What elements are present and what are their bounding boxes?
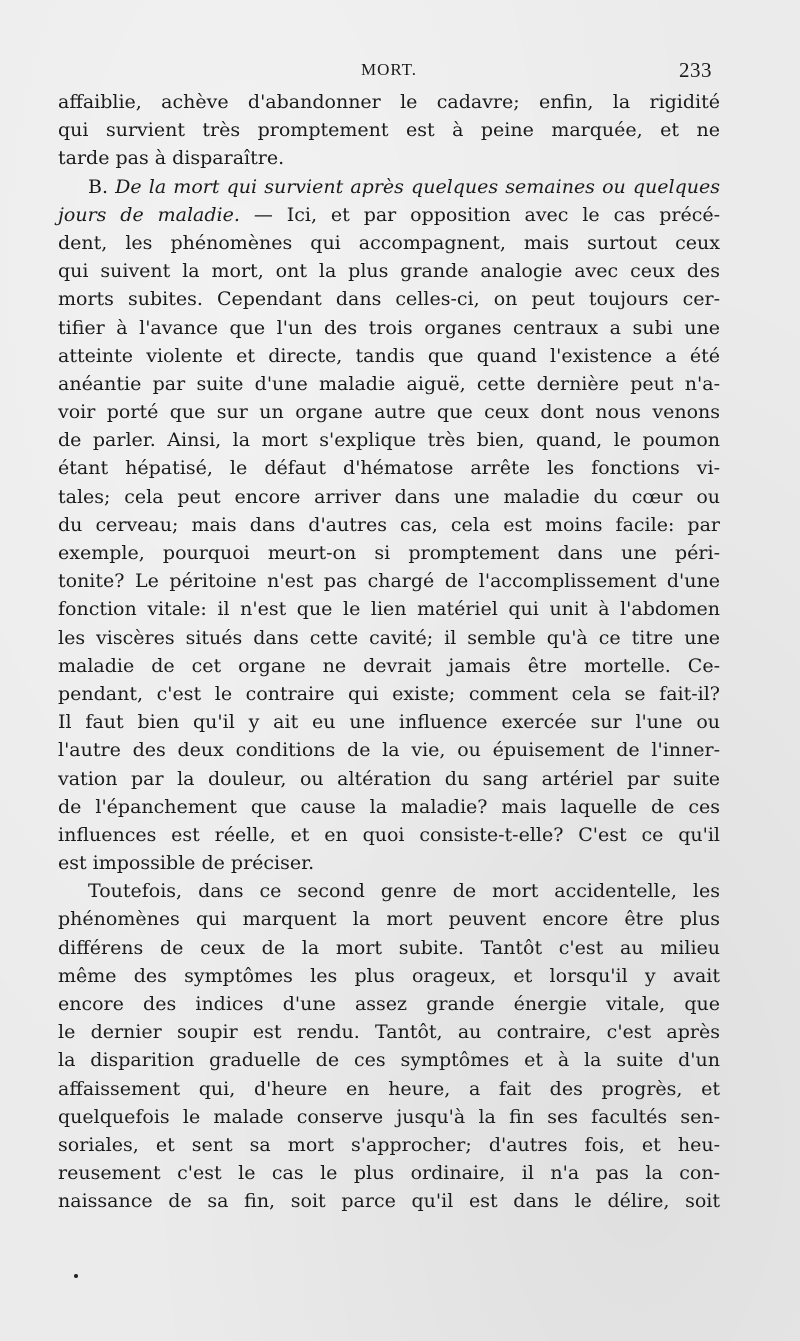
- text-line: pendant, c'est le contraire qui existe; comment cela se fait-il?: [58, 682, 720, 705]
- text-line: qui survient très promptement est à peine marquée, et ne: [58, 119, 720, 142]
- text-line: phénomènes qui marquent la mort peuvent encore être plus: [58, 908, 720, 931]
- text-line: de parler. Ainsi, la mort s'explique très bien, quand, le poumon: [58, 429, 720, 452]
- section-b-title-cont: jours de maladie.: [58, 203, 240, 226]
- text-line: tifier à l'avance que l'un des trois organes centraux a subi une: [58, 316, 720, 339]
- text-line: dent, les phénomènes qui accompagnent, mais surtout ceux: [58, 231, 720, 254]
- section-b-heading-line-2: [58, 201, 720, 229]
- text-line: du cerveau; mais dans d'autres cas, cela est moins facile: par: [58, 513, 720, 536]
- text-line: Il faut bien qu'il y ait eu une influence exercée sur l'une ou: [58, 711, 720, 734]
- text-line: qui suivent la mort, ont la plus grande analogie avec ceux des: [58, 260, 720, 283]
- text-line: atteinte violente et directe, tandis que quand l'existence a été: [58, 344, 720, 367]
- text-line: influences est réelle, et en quoi consiste-t-elle? C'est ce qu'il: [58, 823, 720, 846]
- text-line: de l'épanchement que cause la maladie? mais laquelle de ces: [58, 795, 720, 818]
- text-line: les viscères situés dans cette cavité; il semble qu'à ce titre une: [58, 626, 720, 649]
- text-line: vation par la douleur, ou altération du sang artériel par suite: [58, 767, 720, 790]
- text-line: étant hépatisé, le défaut d'hématose arrête les fonctions vi-: [58, 457, 720, 480]
- text-line: tonite? Le péritoine n'est pas chargé de l'accomplissement d'une: [58, 570, 720, 593]
- text-line: naissance de sa fin, soit parce qu'il est dans le délire, soit: [58, 1190, 720, 1213]
- text-line: tarde pas à disparaître.: [58, 147, 285, 170]
- text-line: exemple, pourquoi meurt-on si promptement dans une péri-: [58, 542, 720, 564]
- text-line: Toutefois, dans ce second genre de mort accidentelle, les: [88, 880, 720, 903]
- text-line: différens de ceux de la mort subite. Tantôt c'est au milieu: [58, 936, 720, 959]
- text-line: la disparition graduelle de ces symptômes et à la suite d'un: [58, 1049, 720, 1072]
- text-line: reusement c'est le cas le plus ordinaire, il n'a pas la con-: [58, 1162, 720, 1185]
- text-line: maladie de cet organe ne devrait jamais être mortelle. Ce-: [58, 654, 720, 677]
- text-line: l'autre des deux conditions de la vie, ou épuisement de l'inner-: [58, 739, 720, 762]
- text-line: morts subites. Cependant dans celles-ci, on peut toujours cer-: [58, 288, 720, 311]
- page-number: 233: [679, 58, 712, 82]
- text-line: le dernier soupir est rendu. Tantôt, au contraire, c'est après: [58, 1021, 720, 1044]
- text-line: soriales, et sent sa mort s'approcher; d'autres fois, et heu-: [58, 1133, 720, 1156]
- text-line: anéantie par suite d'une maladie aiguë, cette dernière peut n'a-: [58, 372, 720, 395]
- text-line: affaissement qui, d'heure en heure, a fait des progrès, et: [58, 1077, 720, 1100]
- section-b-continuation: — Ici, et par opposition avec le cas précé-: [253, 203, 721, 226]
- text-line: est impossible de préciser.: [58, 852, 315, 875]
- section-b-label: B.: [88, 175, 109, 198]
- text-line: voir porté que sur un organe autre que ceux dont nous venons: [58, 401, 720, 424]
- ink-speck: [74, 1274, 78, 1278]
- text-body: [58, 88, 720, 1216]
- text-line: tales; cela peut encore arriver dans une maladie du cœur ou: [58, 485, 720, 508]
- text-line: même des symptômes les plus orageux, et lorsqu'il y avait: [58, 964, 720, 987]
- text-line: affaiblie, achève d'abandonner le cadavre; enfin, la rigidité: [58, 91, 720, 113]
- text-line: encore des indices d'une assez grande énergie vitale, que: [58, 993, 720, 1015]
- section-b-heading-line: [58, 173, 720, 201]
- text-line: fonction vitale: il n'est que le lien matériel qui unit à l'abdomen: [58, 598, 720, 621]
- text-line: quelquefois le malade conserve jusqu'à la fin ses facultés sen-: [58, 1105, 720, 1128]
- section-b-title: De la mort qui survient après quelques semaines ou quelques: [115, 175, 720, 198]
- running-head: [58, 58, 720, 84]
- running-title: MORT.: [360, 60, 418, 79]
